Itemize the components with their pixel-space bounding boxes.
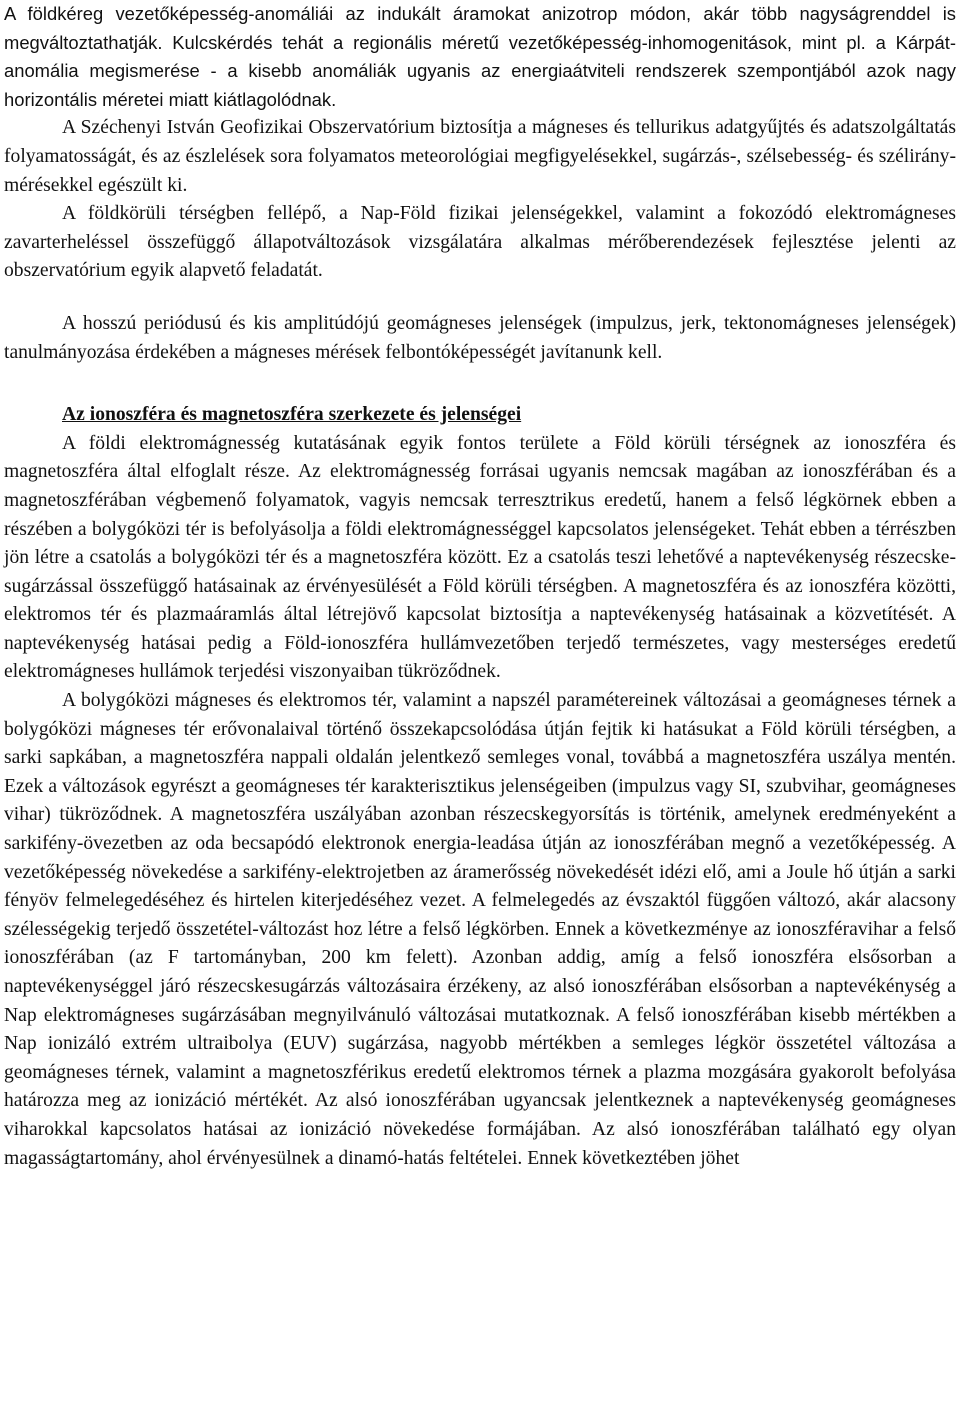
paragraph-instrument-development: A földkörüli térségben fellépő, a Nap-Föld fizikai jelenségekkel, valamint a fokozódó elektromágneses zavarterheléssel összefüggő állapotváltozások vizsgálatára alkalmas mérőberendezések fejlesztése jelenti az obszervatórium egyik alapvető feladatát.	[4, 203, 956, 282]
paragraph-observatory: A Széchenyi István Geofizikai Obszervatórium biztosítja a mágneses és tellurikus adatgyűjtés és adatszolgáltatás folyamatosságát, és az észlelések sora folyamatos meteorológiai megfigyelésekkel, sugárzás-, szélsebesség- és szélirány-mérésekkel egészült ki.	[4, 117, 956, 196]
paragraph-long-period-phenomena: A hosszú periódusú és kis amplitúdójú geomágneses jelenségek (impulzus, jerk, tektonomágneses jelenségek) tanulmányozása érdekében a mágneses mérések felbontóképességét javítanunk kell.	[4, 312, 956, 363]
section-heading: Az ionoszféra és magnetoszféra szerkezete és jelenségei	[62, 404, 522, 426]
paragraph-ionosphere-intro: A földi elektromágnesség kutatásának egyik fontos területe a Föld körüli térségnek az ionoszféra és magnetoszféra által elfoglalt része. Az elektromágnesség forrásai ugyanis nemcsak magában az ionoszférában és a magnetoszférában végbemenő folyamatok, vagyis nemcsak terresztrikus eredetű, hanem a felső légkörnek ebben a részében a bolygóközi tér is befolyásolja a földi elektromágnességgel kapcsolatos jelenségeket. Tehát ebben a térrészben jön létre a csatolás a bolygóközi tér és a magnetoszféra között. Ez a csatolás teszi lehetővé a naptevékenység részecske-sugárzással összefüggő hatásainak az érvényesülését a Föld körüli térségben. A magnetoszféra és az ionoszféra közötti, elektromos tér és plazmaáramlás által létrejövő kapcsolat biztosítja a naptevékenység hatásainak a közvetítését. A naptevékenység hatásai pedig a Föld-ionoszféra hullámvezetőben terjedő természetes, vagy mesterséges eredetű elektromágneses hullámok terjedési viszonyaiban tükröződnek.	[4, 432, 956, 683]
paragraph-interplanetary-field: A bolygóközi mágneses és elektromos tér, valamint a napszél paramétereinek változásai a geomágneses térnek a bolygóközi mágneses tér erővonalaival történő összekapcsolódása útján fejtik ki hatásukat a Föld körüli térségben, a sarki sapkában, a magnetoszféra nappali oldalán jelentkező semleges vonal, továbbá a magnetoszféra uszálya mentén. Ezek a változások egyrészt a geomágneses tér karakterisztikus jelenségeiben (impulzus vagy SI, szubvihar, geomágneses vihar) tükröződnek. A magnetoszféra uszályában azonban részecskegyorsítás is történik, amelynek eredményeként a sarkifény-övezetben az oda becsapódó elektronok energia-leadása útján az ionoszférában megnő a vezetőképesség. A vezetőképesség növekedése a sarkifény-elektrojetben az áramerősség növekedését idézi elő, ami a Joule hő útján a sarki fényöv felmelegedéséhez és hirtelen kiterjedéséhez vezet. A felmelegedés az évszaktól függően változó, akár alacsony szélességekig terjedő összetétel-változást hoz létre a felső légkörben. Ennek a következménye az ionoszféravihar a felső ionoszférában (az F tartományban, 200 km felett). Azonban addig, amíg a felső ionoszféra elsősorban a naptevékenységgel járó részecskesugárzás változásaira érzékeny, az alsó ionoszférában elsősorban a naptevékénység a Nap elektromágneses sugárzásában megnyilvánuló változásai mutatkoznak. A felső ionoszférában kisebb mértékben a Nap ionizáló extrém ultraibolya (EUV) sugárzása, nagyobb mértékben a semleges légkör összetétel változása a geomágneses térnek, valamint a magnetoszférikus eredetű elektromos térnek a plazma mozgására gyakorolt befolyása határozza meg az ionizáció mértékét. Az alsó ionoszférában ugyancsak jelentkeznek a naptevékenység geomágneses viharokkal kapcsolatos hatásai az ionizáció növekedése formájában. Az alsó ionoszférában található egy olyan magasságtartomány, ahol érvényesülnek a dinamó-hatás feltételei. Ennek következtében jöhet	[4, 690, 956, 1169]
document-page	[4, 0, 956, 1173]
paragraph-conductivity-anomalies: A földkéreg vezetőképesség-anomáliái az indukált áramokat anizotrop módon, akár több nagyságrenddel is megváltoztathatják. Kulcskérdés tehát a regionális méretű vezetőképesség-inhomogenitások, mint pl. a Kárpát-anomália megismerése - a kisebb anomáliák ugyanis az energiaátviteli rendszerek szempontjából azok nagy horizontális méretei miatt kiátlagolódnak.	[4, 3, 956, 110]
